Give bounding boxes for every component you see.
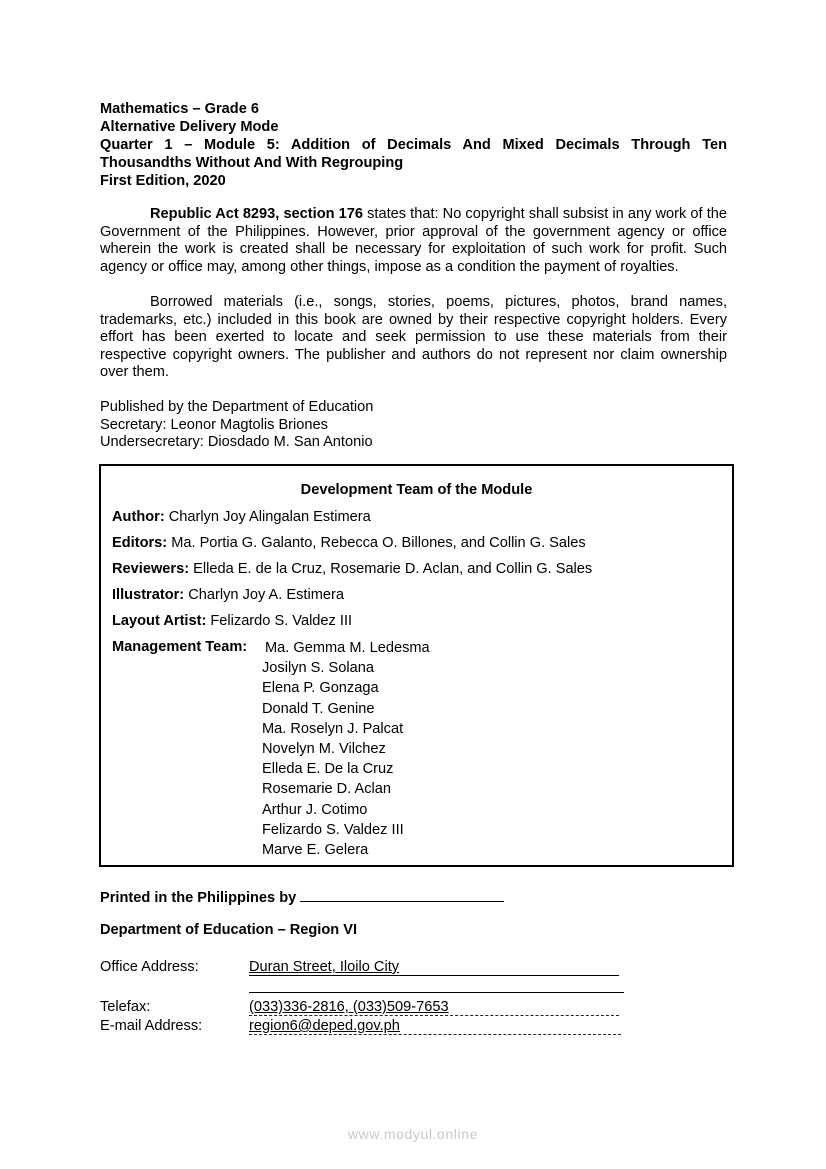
management-team-label: Management Team: [112, 639, 248, 655]
illustrator-row [112, 587, 344, 603]
editors-names: Ma. Portia G. Galanto, Rebecca O. Billones, and Collin G. Sales [167, 535, 586, 551]
undersecretary: Undersecretary: Diosdado M. San Antonio [100, 434, 373, 451]
management-member: Rosemarie D. Aclan [262, 781, 391, 798]
management-member: Josilyn S. Solana [262, 660, 374, 677]
printer-blank-line [300, 887, 504, 902]
layout-artist-label: Layout Artist: [112, 613, 207, 629]
management-member: Elleda E. De la Cruz [262, 761, 394, 778]
author-name: Charlyn Joy Alingalan Estimera [164, 509, 371, 525]
illustrator-label: Illustrator: [112, 587, 185, 603]
management-member: Felizardo S. Valdez III [262, 821, 404, 838]
copyright-paragraph [100, 206, 727, 276]
module-title-line-1: Quarter 1 – Module 5: Addition of Decimals And Mixed Decimals Through Ten [100, 137, 727, 153]
email-label: E-mail Address: [100, 1018, 203, 1034]
office-address-value [249, 959, 619, 976]
management-member: Ma. Roselyn J. Palcat [262, 720, 404, 737]
editors-label: Editors: [112, 535, 168, 551]
subject-line: Mathematics – Grade 6 [100, 101, 259, 117]
borrowed-materials-text: Borrowed materials (i.e., songs, stories, poems, pictures, photos, brand names, trademarks, etc.) included in this book are owned by their respective copyright holders. Every effort has been exerted to locate and seek permission to use these materials from their respective copyright owners. The publisher and authors do not represent nor claim ownership over them. [100, 294, 727, 381]
office-address-label: Office Address: [100, 959, 199, 975]
reviewers-row [112, 561, 592, 577]
email-value [249, 1018, 621, 1035]
development-team-box [99, 464, 734, 867]
printed-by-label: Printed in the Philippines by [100, 890, 297, 906]
editors-row [112, 535, 586, 551]
watermark: www.modyul.online [347, 1126, 479, 1142]
layout-artist-row [112, 613, 352, 629]
layout-artist-name: Felizardo S. Valdez III [206, 613, 353, 629]
management-member: Donald T. Genine [262, 700, 375, 717]
office-address-blank-line [249, 976, 624, 993]
management-member: Novelyn M. Vilchez [262, 741, 386, 758]
illustrator-name: Charlyn Joy A. Estimera [184, 587, 344, 603]
printed-in-line [100, 887, 504, 906]
telefax-value [249, 999, 619, 1016]
telefax-label: Telefax: [100, 999, 151, 1015]
republic-act-reference: Republic Act 8293, section 176 [150, 206, 363, 222]
management-member: Arthur J. Cotimo [262, 801, 368, 818]
email-text: region6@deped.gov.ph [249, 1018, 400, 1034]
management-team-row [112, 639, 247, 655]
management-member: Ma. Gemma M. Ledesma [265, 640, 430, 656]
delivery-mode-line: Alternative Delivery Mode [100, 119, 279, 135]
publisher-info [100, 399, 373, 452]
module-title-block [100, 100, 727, 190]
management-member: Elena P. Gonzaga [262, 680, 379, 697]
management-team-list [262, 638, 430, 860]
author-row [112, 509, 371, 525]
borrowed-materials-paragraph [100, 294, 727, 382]
management-member: Marve E. Gelera [262, 842, 369, 859]
author-label: Author: [112, 509, 165, 525]
published-by: Published by the Department of Education [100, 399, 374, 415]
region-heading: Department of Education – Region VI [100, 922, 358, 938]
secretary: Secretary: Leonor Magtolis Briones [100, 416, 328, 433]
copyright-text: states that: No copyright shall subsist in any work of the Government of the Philippines. However, prior approval of the government agency or office wherein the work is created shall be necessary for exploitation of such work for profit. Such agency or office may, among other things, impose as a condition the payment of royalties. [100, 206, 727, 275]
edition-line: First Edition, 2020 [100, 173, 226, 189]
office-address-text: Duran Street, Iloilo City [249, 959, 400, 975]
reviewers-names: Elleda E. de la Cruz, Rosemarie D. Aclan, and Collin G. Sales [189, 561, 593, 577]
telefax-text: (033)336-2816, (033)509-7653 [249, 999, 449, 1015]
module-title-line-2: Thousandths Without And With Regrouping [100, 155, 404, 171]
reviewers-label: Reviewers: [112, 561, 190, 577]
team-box-title: Development Team of the Module [300, 482, 533, 498]
